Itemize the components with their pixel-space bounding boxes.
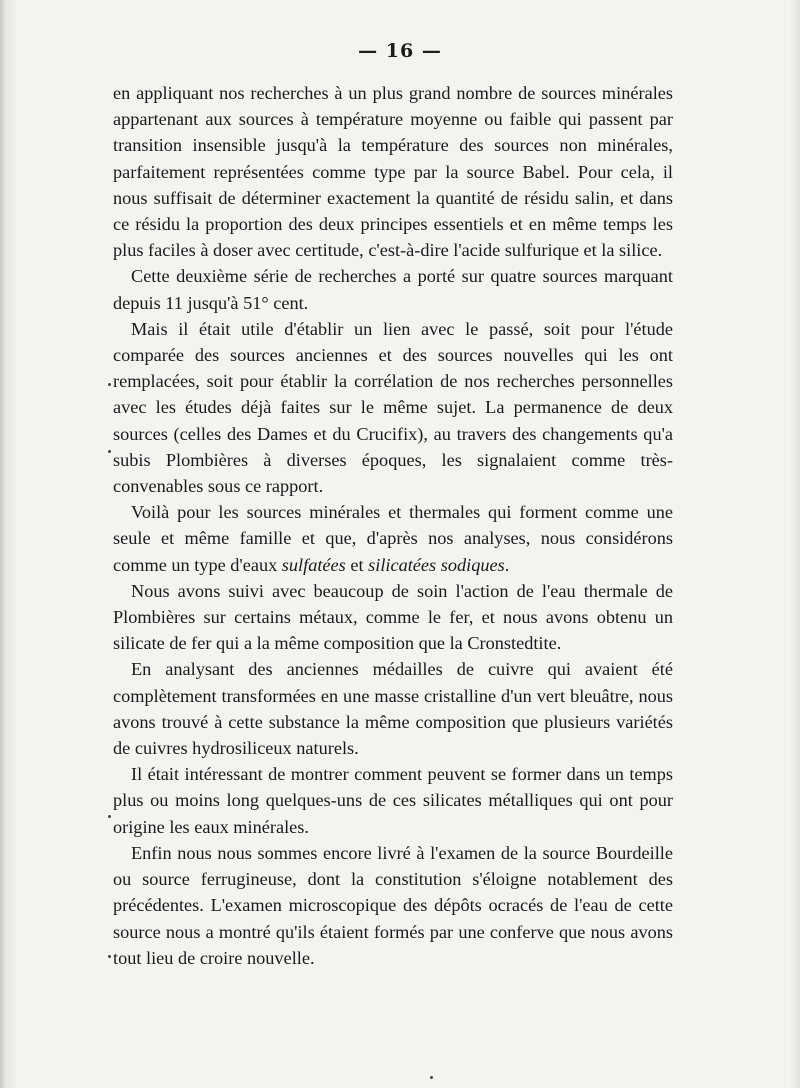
paragraph-continuation: en appliquant nos recherches à un plus grand nombre de sources minérales appartenant aux sources à température moyenne ou faible qui passent par transition insensible jusqu'à la température des sources non minérales, parfaitement représentées comme type par la source Babel. Pour cela, il nous suffisait de déterminer exactement la quantité de résidu salin, et dans ce résidu la proportion des deux principes essentiels et en même temps les plus faciles à doser avec certitude, c'est-à-dire l'acide sulfurique et la silice. (113, 83, 673, 261)
ink-speck (430, 1076, 433, 1079)
text-span: Voilà pour les sources minérales et thermales qui forment comme une seule et même famille et que, d'après nos analyses, nous considérons comme un type d'eaux (113, 502, 673, 575)
italic-term-silicatees: silicatées sodiques (368, 554, 505, 575)
paragraph-link-with-past: Mais il était utile d'établir un lien avec le passé, soit pour l'étude comparée des sources anciennes et des sources nouvelles qui les ont remplacées, soit pour établir la corrélation de nos recherches personnelles avec les études déjà faites sur le même sujet. La permanence de deux sources (celles des Dames et du Crucifix), au travers des changements qu'a subis Plombières à diverses époques, les signalaient comme très-convenables sous ce rapport. (113, 318, 673, 497)
ink-speck (108, 955, 111, 958)
paragraph-metallic-silicates: Il était intéressant de montrer comment peuvent se former dans un temps plus ou moins long quelques-uns de ces silicates métalliques qui ont pour origine les eaux minérales. (113, 764, 673, 837)
ink-speck (108, 815, 111, 818)
body-text (113, 80, 673, 971)
paragraph-type-of-waters (113, 499, 673, 578)
text-span: et (345, 554, 369, 575)
ink-speck (108, 383, 111, 386)
italic-term-sulfatees: sulfatées (281, 554, 346, 575)
paragraph-bourdeille-source: Enfin nous nous sommes encore livré à l'examen de la source Bourdeille ou source ferrugineuse, dont la constitution s'éloigne notablement des précédentes. L'examen microscopique des dépôts ocracés de l'eau de cette source nous a montré qu'ils étaient formés par une conferve que nous avons tout lieu de croire nouvelle. (113, 842, 673, 968)
ink-speck (108, 450, 111, 453)
text-span: . (504, 554, 510, 575)
page-number: — 16 — (358, 40, 442, 62)
paragraph-copper-medals: En analysant des anciennes médailles de cuivre qui avaient été complètement transformées en une masse cristalline d'un vert bleuâtre, nous avons trouvé à cette substance la même composition que plusieurs variétés de cuivres hydrosiliceux naturels. (113, 659, 673, 759)
paragraph-second-series: Cette deuxième série de recherches a porté sur quatre sources marquant depuis 11 jusqu'à 51° cent. (113, 266, 673, 313)
paragraph-iron-silicate: Nous avons suivi avec beaucoup de soin l'action de l'eau thermale de Plombières sur certains métaux, comme le fer, et nous avons obtenu un silicate de fer qui a la même composition que la Cronstedtite. (113, 580, 673, 654)
